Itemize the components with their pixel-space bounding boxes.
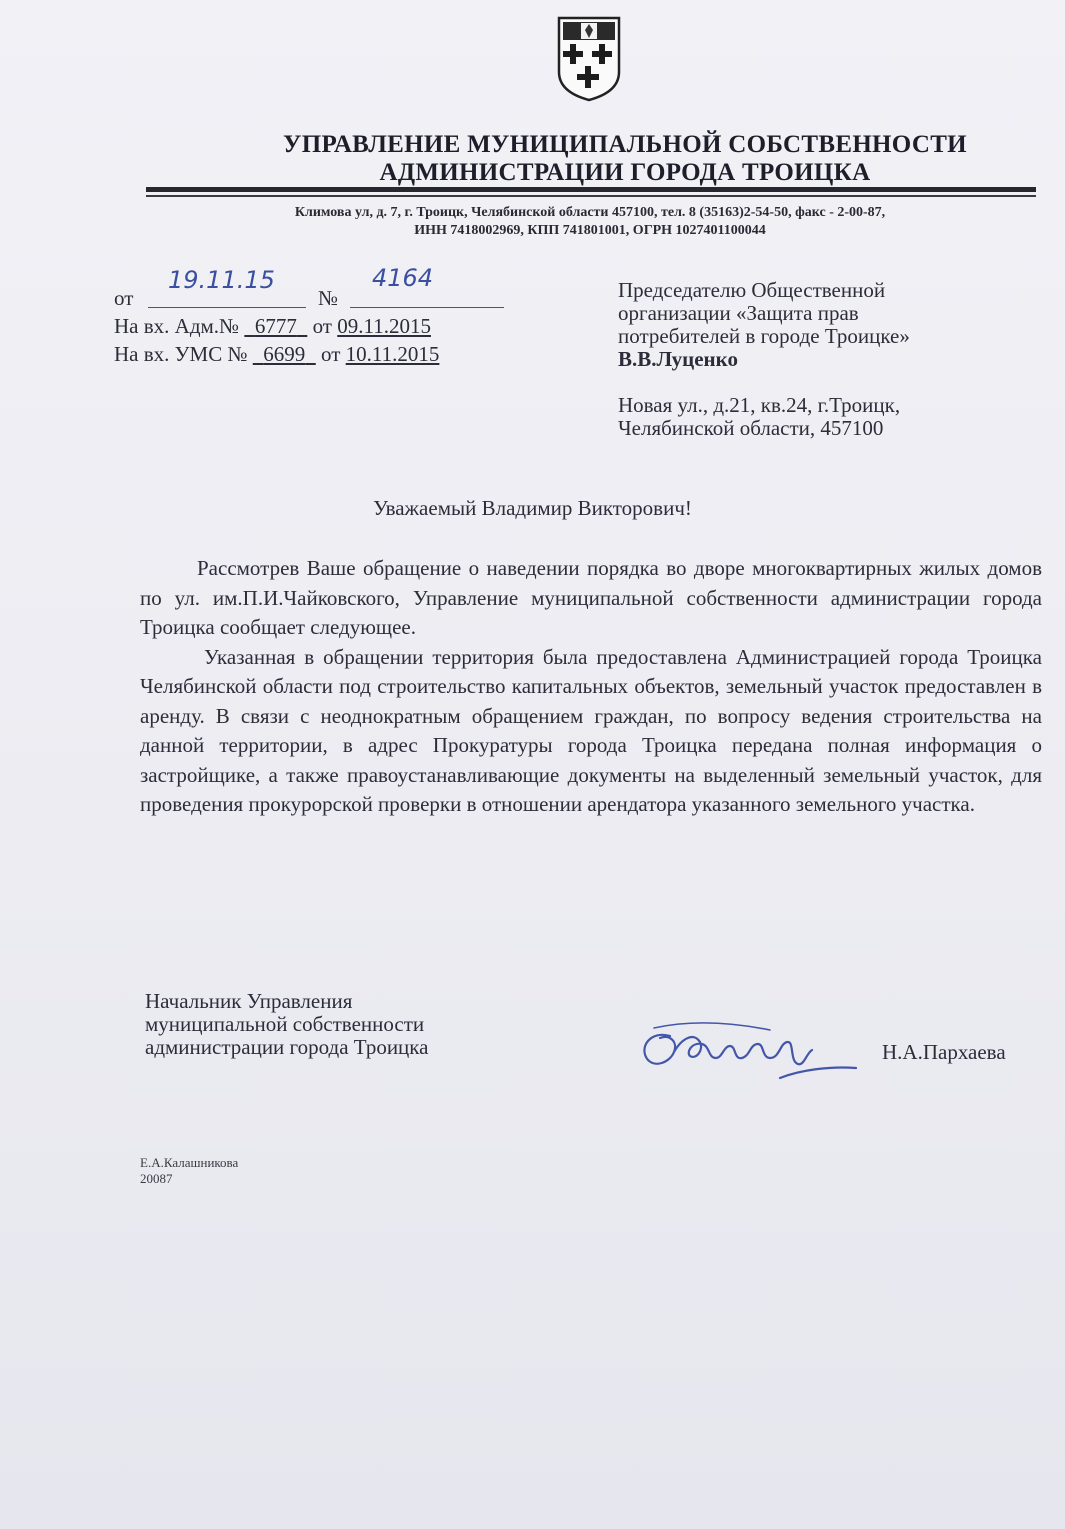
addressee-address1: Новая ул., д.21, кв.24, г.Троицк, (618, 393, 901, 417)
adm-incoming-number: 6777 (254, 314, 297, 338)
executor-phone: 20087 (140, 1171, 173, 1186)
handwritten-signature (630, 1008, 860, 1098)
adm-incoming-from: от (312, 314, 332, 338)
ums-incoming-from: от (321, 342, 341, 366)
signoff-block (145, 990, 429, 1059)
executor-name: Е.А.Калашникова (140, 1155, 239, 1170)
ums-incoming-date: 10.11.2015 (345, 342, 440, 366)
executor-block (140, 1155, 238, 1187)
ums-incoming-row (114, 342, 439, 367)
signer-name: Н.А.Пархаева (882, 1040, 1006, 1064)
addressee-spacer (618, 371, 910, 394)
signoff-line3: администрации города Троицка (145, 1035, 429, 1059)
org-name-line1: УПРАВЛЕНИЕ МУНИЦИПАЛЬНОЙ СОБСТВЕННОСТИ (283, 131, 967, 158)
outgoing-date-handwritten: 19.11.15 (168, 266, 275, 294)
letter-body (140, 554, 1042, 820)
addressee-line3: потребителей в городе Троицке» (618, 324, 910, 348)
header-rule-thick (146, 187, 1036, 192)
addressee-block (618, 279, 910, 440)
header-rule-thin (146, 195, 1036, 197)
addressee-line2: организации «Защита прав (618, 301, 859, 325)
adm-incoming-date: 09.11.2015 (337, 314, 431, 338)
contact-line1: Климова ул, д. 7, г. Троицк, Челябинской области 457100, тел. 8 (35163)2-54-50, факс - 2-00-87, (294, 205, 886, 220)
addressee-line1: Председателю Общественной (618, 278, 886, 302)
outgoing-number-label: № (318, 286, 339, 310)
outgoing-number-line (350, 307, 504, 308)
signoff-line1: Начальник Управления (145, 989, 353, 1013)
coat-of-arms-icon (555, 14, 623, 104)
outgoing-number-handwritten: 4164 (372, 264, 434, 292)
greeting: Уважаемый Владимир Викторович! (373, 496, 692, 520)
addressee-name: В.В.Луценко (618, 347, 738, 371)
adm-incoming-label: На вх. Адм.№ (114, 314, 240, 338)
body-paragraph-1: Рассмотрев Ваше обращение о наведении порядка во дворе многоквартирных жилых домов по ул. им.П.И.Чайковского, Управление муниципальной собственности администрации города Троицка сообщает следующее. (140, 556, 1042, 639)
addressee-address2: Челябинской области, 457100 (618, 416, 884, 440)
contact-line2: ИНН 7418002969, КПП 741801001, ОГРН 1027401100044 (414, 223, 766, 238)
outgoing-date-line (148, 307, 306, 308)
adm-incoming-row (114, 314, 431, 339)
signoff-line2: муниципальной собственности (145, 1012, 425, 1036)
ums-incoming-label: На вх. УМС № (114, 342, 248, 366)
outgoing-date-label: от (114, 286, 134, 310)
body-paragraph-2: Указанная в обращении территория была предоставлена Администрацией города Троицка Челябинской области под строительство капитальных объектов, земельный участок предоставлен в аренду. В связи с неоднократным обращением граждан, по вопросу ведения строительства на данной территории, в адрес Прокуратуры города Троицка передана полная информация о застройщике, а также правоустанавливающие документы на выделенный земельный участок, для проведения прокурорской проверки в отношении арендатора указанного земельного участка. (140, 644, 1042, 816)
ums-incoming-number: 6699 (263, 342, 306, 366)
org-name-line2: АДМИНИСТРАЦИИ ГОРОДА ТРОИЦКА (379, 159, 871, 186)
